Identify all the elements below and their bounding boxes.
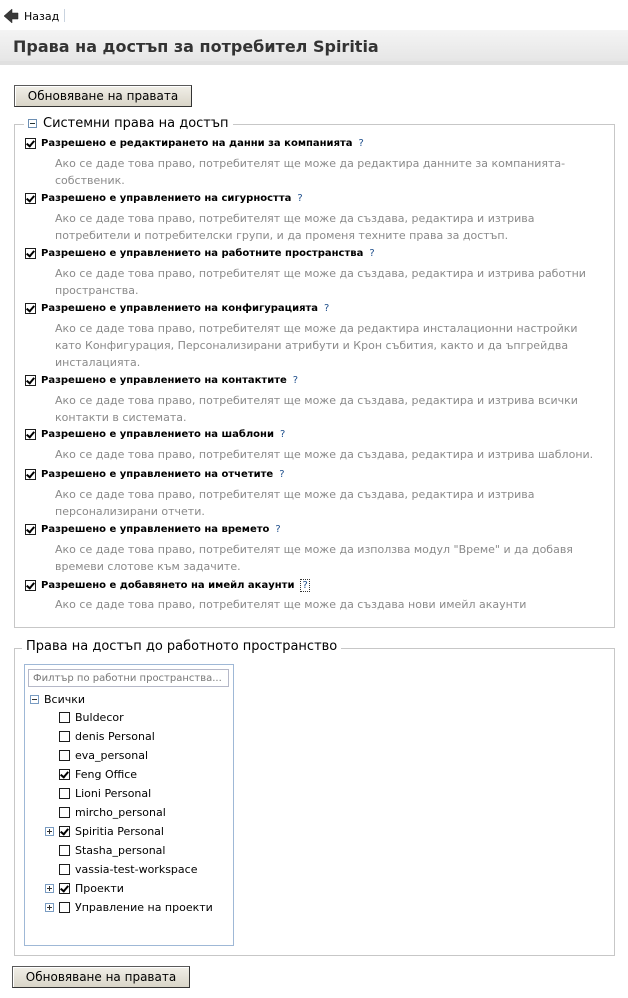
- permission-checkbox-templates[interactable]: [25, 429, 36, 440]
- description-line: персонализирани отчети.: [55, 505, 205, 518]
- description-line: пространства.: [55, 284, 139, 297]
- permission-description: [55, 155, 610, 189]
- permission-description: [55, 486, 610, 520]
- permission-label: Разрешено е управлението на контактите: [41, 375, 287, 386]
- permission-description: [55, 210, 610, 244]
- back-label: Назад: [24, 9, 60, 23]
- description-line: Ако се даде това право, потребителят ще може да създава, редактира и изтрива: [55, 212, 535, 225]
- permission-label: Разрешено е управлението на работните пространства: [41, 248, 364, 259]
- description-line: контакти в системата.: [55, 411, 187, 424]
- permission-checkbox-email-accounts[interactable]: [25, 580, 36, 591]
- expand-icon[interactable]: [45, 827, 54, 836]
- description-line: Ако се даде това право, потребителят ще може да редактира инсталационни настройки: [55, 322, 578, 335]
- collapse-icon[interactable]: [30, 695, 39, 704]
- permission-label: Разрешено е управлението на отчетите: [41, 469, 274, 480]
- help-icon[interactable]: ?: [279, 469, 285, 480]
- permission-checkbox-security[interactable]: [25, 193, 36, 204]
- description-line: като Конфигурация, Персонализирани атрибути и Крон събития, както и да ъпгрейдва: [55, 339, 569, 352]
- help-icon[interactable]: ?: [279, 429, 286, 440]
- permission-label: Разрешено е управлението на конфигурацията: [41, 303, 319, 314]
- permission-checkbox-reports[interactable]: [25, 469, 36, 480]
- workspace-item[interactable]: [45, 766, 137, 782]
- update-permissions-button-top[interactable]: Обновяване на правата: [14, 85, 192, 107]
- collapse-icon[interactable]: [28, 119, 37, 128]
- workspace-item[interactable]: [45, 823, 164, 839]
- permission-description: [55, 596, 610, 613]
- workspace-label: vassia-test-workspace: [75, 862, 198, 876]
- permission-description: [55, 541, 610, 575]
- permission-label: Разрешено е редактирането на данни за компанията: [41, 138, 353, 149]
- workspace-item[interactable]: [45, 880, 124, 896]
- workspace-filter-input[interactable]: [28, 669, 229, 687]
- system-permissions-legend[interactable]: [24, 116, 233, 131]
- help-icon[interactable]: ?: [324, 303, 330, 314]
- permission-label: Разрешено е управлението на шаблони: [41, 429, 274, 440]
- permission-checkbox-time[interactable]: [25, 524, 36, 535]
- description-line: Ако се даде това право, потребителят ще може да създава, редактира и изтрива всички: [55, 394, 578, 407]
- workspace-label: mircho_personal: [75, 805, 166, 819]
- workspace-item[interactable]: [45, 785, 151, 801]
- description-line: времеви слотове към задачите.: [55, 560, 241, 573]
- workspace-item[interactable]: [45, 899, 213, 915]
- permission-row-contacts: [25, 375, 298, 386]
- workspace-label: Feng Office: [75, 767, 138, 781]
- workspace-checkbox[interactable]: [59, 769, 70, 780]
- description-line: Ако се даде това право, потребителят ще може да създава, редактира и изтрива шаблони.: [55, 448, 594, 461]
- workspace-permissions-legend: [22, 639, 341, 654]
- workspace-checkbox[interactable]: [59, 845, 70, 856]
- description-line: инсталацията.: [55, 356, 141, 369]
- permission-row-reports: [25, 469, 285, 480]
- expand-icon[interactable]: [45, 884, 54, 893]
- help-icon[interactable]: ?: [297, 193, 303, 204]
- workspace-label: eva_personal: [75, 748, 149, 762]
- workspace-tree-panel: [24, 664, 234, 946]
- description-line: Ако се даде това право, потребителят ще може да създава нови имейл акаунти: [55, 598, 527, 611]
- workspace-checkbox[interactable]: [59, 807, 70, 818]
- permission-checkbox-contacts[interactable]: [25, 375, 36, 386]
- workspace-label: denis Personal: [75, 729, 155, 743]
- permission-description: [55, 320, 610, 371]
- workspace-item[interactable]: [45, 728, 155, 744]
- system-permissions-title: Системни права на достъп: [43, 116, 229, 131]
- permission-description: [55, 265, 610, 299]
- help-icon[interactable]: ?: [358, 138, 364, 149]
- permission-row-workspaces: [25, 248, 375, 259]
- workspace-checkbox[interactable]: [59, 902, 70, 913]
- description-line: Ако се даде това право, потребителят ще може да използва модул "Време" и да добавя: [55, 543, 573, 556]
- workspace-checkbox[interactable]: [59, 750, 70, 761]
- permission-checkbox-configuration[interactable]: [25, 303, 36, 314]
- help-icon[interactable]: ?: [302, 580, 308, 591]
- permission-checkbox-company-data[interactable]: [25, 138, 36, 149]
- workspace-item[interactable]: [45, 747, 148, 763]
- permission-row-configuration: [25, 303, 329, 314]
- back-link[interactable]: [3, 8, 59, 24]
- workspace-item[interactable]: [45, 861, 197, 877]
- workspace-checkbox[interactable]: [59, 788, 70, 799]
- permission-row-security: [25, 193, 303, 204]
- workspace-checkbox[interactable]: [59, 731, 70, 742]
- permission-description: [55, 392, 610, 426]
- back-arrow-icon: [3, 8, 19, 24]
- description-line: потребители и потребителски групи, и да променя техните права за достъп.: [55, 229, 509, 242]
- page-title: Права на достъп за потребител Spiritia: [13, 37, 379, 56]
- help-icon[interactable]: ?: [369, 248, 375, 259]
- permission-row-templates: [25, 429, 285, 440]
- expand-icon[interactable]: [45, 903, 54, 912]
- permission-row-email-accounts: [25, 579, 310, 592]
- workspace-label: Управление на проекти: [75, 900, 213, 914]
- update-permissions-button-bottom[interactable]: Обновяване на правата: [12, 966, 190, 988]
- workspace-permissions-title: Права на достъп до работното пространство: [26, 639, 338, 654]
- title-bar: [0, 30, 628, 65]
- permission-row-company-data: [25, 138, 364, 149]
- workspace-checkbox[interactable]: [59, 864, 70, 875]
- workspace-item[interactable]: [45, 804, 166, 820]
- workspace-checkbox[interactable]: [59, 826, 70, 837]
- description-line: собственик.: [55, 174, 125, 187]
- top-nav: [0, 0, 628, 30]
- workspace-item[interactable]: [45, 709, 124, 725]
- workspace-item[interactable]: [45, 842, 165, 858]
- workspace-label: Buldecor: [75, 710, 124, 724]
- help-icon[interactable]: ?: [275, 524, 281, 535]
- workspace-label: Stasha_personal: [75, 843, 166, 857]
- nav-divider: [64, 9, 65, 22]
- workspace-label: Lioni Personal: [75, 786, 152, 800]
- permission-checkbox-workspaces[interactable]: [25, 248, 36, 259]
- help-icon[interactable]: ?: [292, 375, 299, 386]
- description-line: Ако се даде това право, потребителят ще може да създава, редактира и изтрива работни: [55, 267, 586, 280]
- permission-description: [55, 446, 610, 463]
- workspace-label: Spiritia Personal: [75, 824, 164, 838]
- workspace-checkbox[interactable]: [59, 883, 70, 894]
- tree-root-all[interactable]: [30, 691, 85, 707]
- permission-label: Разрешено е управлението на сигурността: [41, 193, 292, 204]
- tree-root-label: Всички: [44, 692, 86, 706]
- permission-label: Разрешено е добавянето на имейл акаунти: [41, 580, 295, 591]
- workspace-label: Проекти: [75, 881, 124, 895]
- permission-row-time: [25, 524, 281, 535]
- description-line: Ако се даде това право, потребителят ще може да редактира данните за компанията-: [55, 157, 566, 170]
- permission-label: Разрешено е управлението на времето: [41, 524, 270, 535]
- workspace-checkbox[interactable]: [59, 712, 70, 723]
- description-line: Ако се даде това право, потребителят ще може да създава, редактира и изтрива: [55, 488, 535, 501]
